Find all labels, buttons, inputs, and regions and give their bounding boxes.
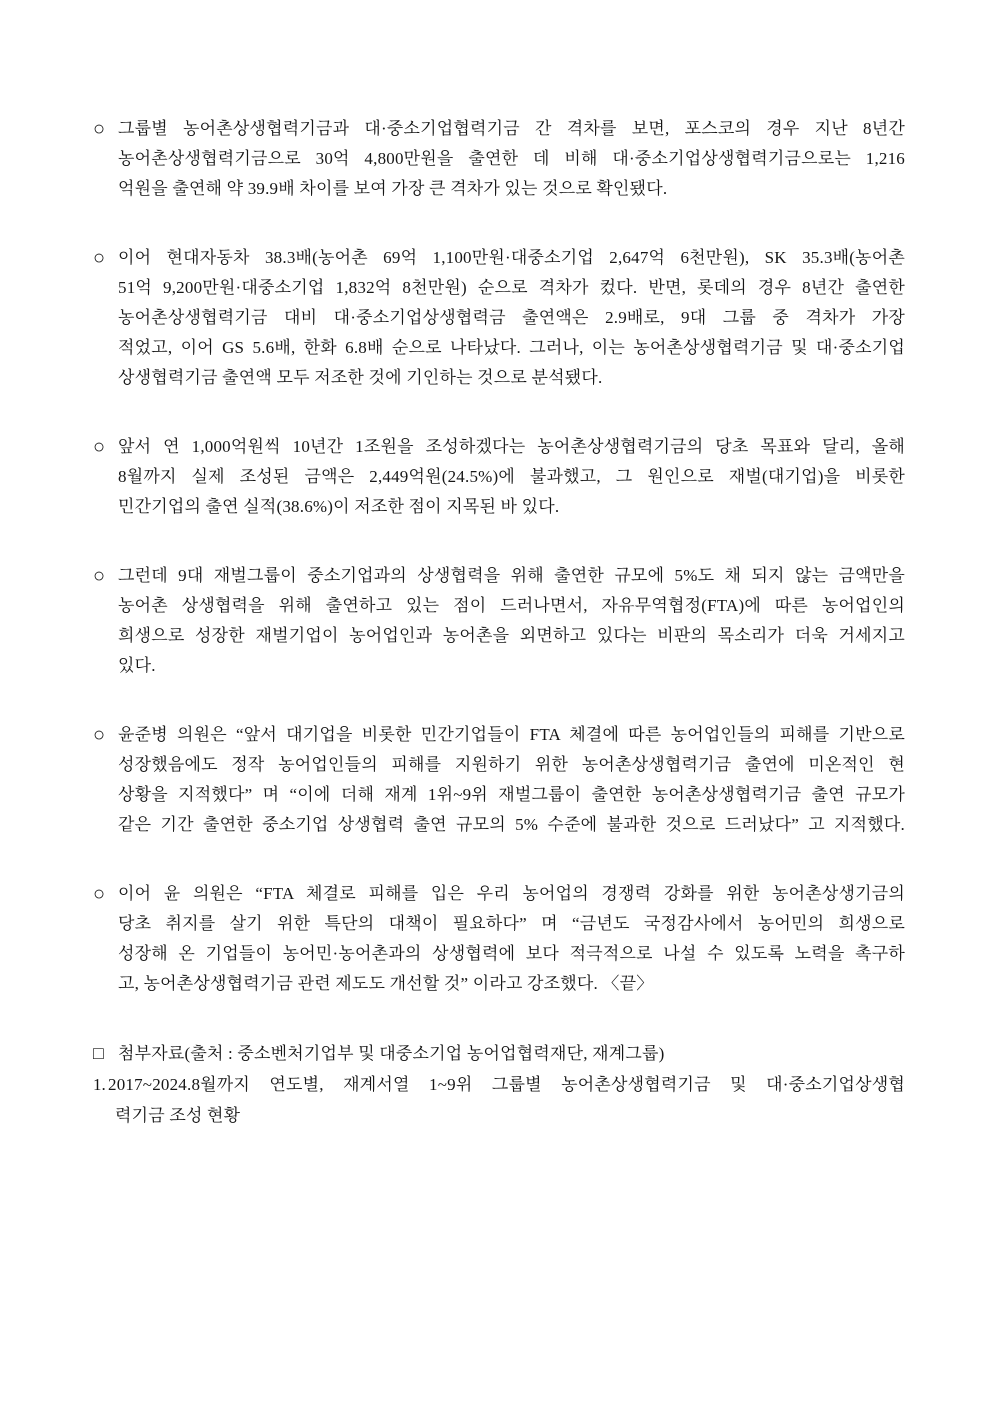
- paragraph-6: [93, 879, 905, 999]
- text-line: 그런데 9대 재벌그룹이 중소기업과의 상생협력을 위해 출연한 규모에 5%도 채 되지 않는 금액만을: [118, 566, 905, 585]
- attachment-header-row: [93, 1038, 905, 1069]
- text-line: 성장했음에도 정작 농어업인들의 피해를 지원하기 위한 농어촌상생협력기금 출연에 미온적인 현: [118, 755, 905, 774]
- text-line: 농어촌 상생협력을 위해 출연하고 있는 점이 드러나면서, 자유무역협정(FTA)에 따른 농어업인의: [118, 596, 905, 615]
- paragraph-1-text: [118, 114, 905, 204]
- circle-bullet-icon: ○: [93, 565, 106, 587]
- circle-bullet-icon: ○: [93, 118, 106, 140]
- paragraph-2: [93, 243, 905, 393]
- paragraph-4: [93, 561, 905, 681]
- paragraph-5: [93, 720, 905, 840]
- text-line: 윤준병 의원은 “앞서 대기업을 비롯한 민간기업들이 FTA 체결에 따른 농어업인들의 피해를 기반으로: [118, 725, 905, 744]
- square-bullet-icon: □: [93, 1043, 104, 1063]
- circle-bullet-icon: ○: [93, 724, 106, 746]
- attachment-item-text: [108, 1069, 905, 1131]
- text-line: 고, 농어촌상생협력기금 관련 제도도 개선할 것” 이라고 강조했다. 〈끝〉: [118, 974, 654, 993]
- circle-bullet-icon: ○: [93, 436, 106, 458]
- text-line: 성장해 온 기업들이 농어민·농어촌과의 상생협력에 보다 적극적으로 나설 수 있도록 노력을 촉구하: [118, 944, 905, 963]
- attachment-header: 첨부자료(출처 : 중소벤처기업부 및 대중소기업 농어업협력재단, 재계그룹): [118, 1044, 665, 1063]
- text-line: 같은 기간 출연한 중소기업 상생협력 출연 규모의 5% 수준에 불과한 것으로 드러났다” 고 지적했다.: [118, 815, 905, 834]
- text-line: 희생으로 성장한 재벌기업이 농어업인과 농어촌을 외면하고 있다는 비판의 목소리가 더욱 거세지고: [118, 626, 905, 645]
- text-line: 민간기업의 출연 실적(38.6%)이 저조한 점이 지목된 바 있다.: [118, 497, 560, 516]
- paragraph-3: [93, 432, 905, 522]
- text-line: 이어 현대자동차 38.3배(농어촌 69억 1,100만원·대중소기업 2,647억 6천만원), SK 35.3배(농어촌: [118, 248, 905, 267]
- attachment-item-number: 1.: [93, 1075, 106, 1094]
- text-line: 그룹별 농어촌상생협력기금과 대·중소기업협력기금 간 격차를 보면, 포스코의 경우 지난 8년간: [118, 119, 905, 138]
- paragraph-5-text: [118, 720, 905, 840]
- text-line: 력기금 조성 현황: [115, 1106, 241, 1125]
- paragraph-1: [93, 114, 905, 204]
- text-line: 억원을 출연해 약 39.9배 차이를 보여 가장 큰 격차가 있는 것으로 확인됐다.: [118, 179, 668, 198]
- text-line: 있다.: [118, 656, 156, 675]
- text-line: 적었고, 이어 GS 5.6배, 한화 6.8배 순으로 나타났다. 그러나, 이는 농어촌상생협력기금 및 대·중소기업: [118, 338, 905, 357]
- text-line: 농어촌상생협력기금 대비 대·중소기업상생협력금 출연액은 2.9배로, 9대 그룹 중 격차가 가장: [118, 308, 905, 327]
- text-line: 51억 9,200만원·대중소기업 1,832억 8천만원) 순으로 격차가 컸다. 반면, 롯데의 경우 8년간 출연한: [118, 278, 905, 297]
- text-line: 상생협력기금 출연액 모두 저조한 것에 기인하는 것으로 분석됐다.: [118, 368, 603, 387]
- paragraph-4-text: [118, 561, 905, 681]
- paragraph-6-text: [118, 879, 905, 999]
- text-line: 8월까지 실제 조성된 금액은 2,449억원(24.5%)에 불과했고, 그 원인으로 재벌(대기업)을 비롯한: [118, 467, 905, 486]
- attachment-section: [93, 1038, 905, 1131]
- text-line: 2017~2024.8월까지 연도별, 재계서열 1~9위 그룹별 농어촌상생협력기금 및 대·중소기업상생협: [108, 1075, 905, 1094]
- text-line: 상황을 지적했다” 며 “이에 더해 재계 1위~9위 재벌그룹이 출연한 농어촌상생협력기금 출연 규모가: [118, 785, 905, 804]
- paragraph-3-text: [118, 432, 905, 522]
- attachment-item-row: [93, 1069, 905, 1131]
- text-line: 앞서 연 1,000억원씩 10년간 1조원을 조성하겠다는 농어촌상생협력기금의 당초 목표와 달리, 올해: [118, 437, 905, 456]
- document-page: [93, 114, 905, 1131]
- text-line: 당초 취지를 살기 위한 특단의 대책이 필요하다” 며 “금년도 국정감사에서 농어민의 희생으로: [118, 914, 905, 933]
- paragraph-2-text: [118, 243, 905, 393]
- circle-bullet-icon: ○: [93, 247, 106, 269]
- text-line: 농어촌상생협력기금으로 30억 4,800만원을 출연한 데 비해 대·중소기업상생협력기금으로는 1,216: [118, 149, 905, 168]
- circle-bullet-icon: ○: [93, 883, 106, 905]
- text-line: 이어 윤 의원은 “FTA 체결로 피해를 입은 우리 농어업의 경쟁력 강화를 위한 농어촌상생기금의: [118, 884, 905, 903]
